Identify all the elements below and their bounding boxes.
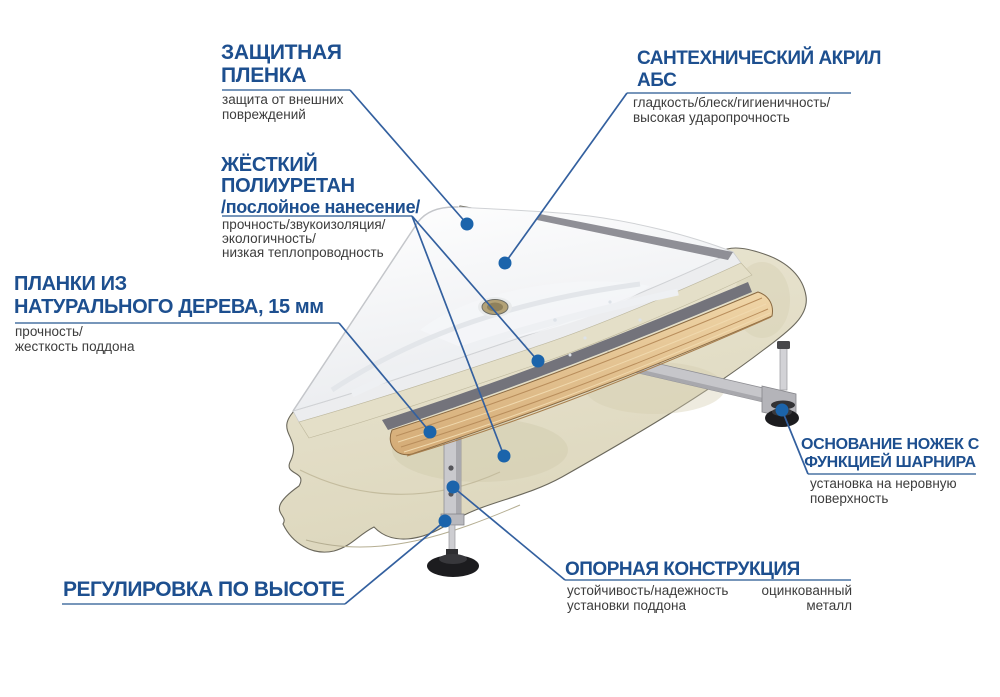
label-hinge-feet-caption [810,477,957,506]
caption-line: прочность/ [15,324,83,339]
caption-line: повреждений [222,107,306,122]
title-line: ЖЁСТКИЙ [221,154,318,176]
left-leg-bar-shade [456,430,461,516]
title-line: ПЛЕНКА [221,64,307,87]
right-leg-screw-rod [780,346,787,390]
caption-line: металл [806,597,852,613]
title-line: ФУНКЦИЕЙ ШАРНИРА [804,454,976,471]
caption-line: высокая ударопрочность [633,110,790,125]
caption-line: устойчивость/надежность [567,583,729,598]
label-hinge-feet-title [798,436,982,472]
title-line: САНТЕХНИЧЕСКИЙ АКРИЛ [637,48,881,69]
dot-polyurethane-b [498,450,511,463]
title-line: РЕГУЛИРОВКА ПО ВЫСОТЕ [63,578,345,601]
label-acrylic-abs-caption [633,95,830,125]
label-wood-planks-title [14,273,324,319]
title-line: ОСНОВАНИЕ НОЖЕК С [800,436,980,453]
title-line: /послойное нанесение/ [221,197,420,217]
label-support-structure-caption-left [567,584,728,613]
caption-line: установка на неровную [810,476,957,491]
title-line: ПЛАНКИ ИЗ [14,273,127,295]
title-line: НАТУРАЛЬНОГО ДЕРЕВА, 15 мм [14,296,324,318]
dot-height-adjustment [439,515,452,528]
caption-line: поверхность [810,490,889,506]
caption-line: защита от внешних [222,92,344,107]
label-polyurethane-title [221,155,420,217]
label-protective-film-title [221,41,342,87]
dot-hinge-feet [776,404,789,417]
label-protective-film-caption [222,92,344,122]
title-line: ЗАЩИТНАЯ [221,41,342,64]
caption-line: жесткость поддона [15,338,135,354]
left-foot-pad-top [439,554,467,564]
dot-polyurethane-a [532,355,545,368]
title-line: АБС [637,70,677,91]
caption-line: низкая теплопроводность [222,245,384,260]
title-line: ПОЛИУРЕТАН [221,175,355,197]
label-height-adjustment-title [63,578,344,602]
caption-line: экологичность/ [222,231,316,246]
label-wood-planks-caption [15,325,135,354]
dot-acrylic [499,257,512,270]
label-support-structure-title [565,559,800,580]
label-acrylic-abs-title [637,48,881,92]
dot-protective-film [461,218,474,231]
caption-line: оцинкованный [761,583,852,598]
left-leg-hole [448,465,453,470]
right-leg-screw-cap [777,341,790,349]
caption-line: установки поддона [567,597,686,613]
dot-support [447,481,460,494]
label-polyurethane-caption [222,218,385,260]
caption-line: прочность/звукоизоляция/ [222,217,386,232]
dot-wood [424,426,437,439]
caption-line: гладкость/блеск/гигиеничность/ [633,95,831,110]
label-support-structure-caption-right [735,584,852,613]
title-line: ОПОРНАЯ КОНСТРУКЦИЯ [565,559,800,580]
